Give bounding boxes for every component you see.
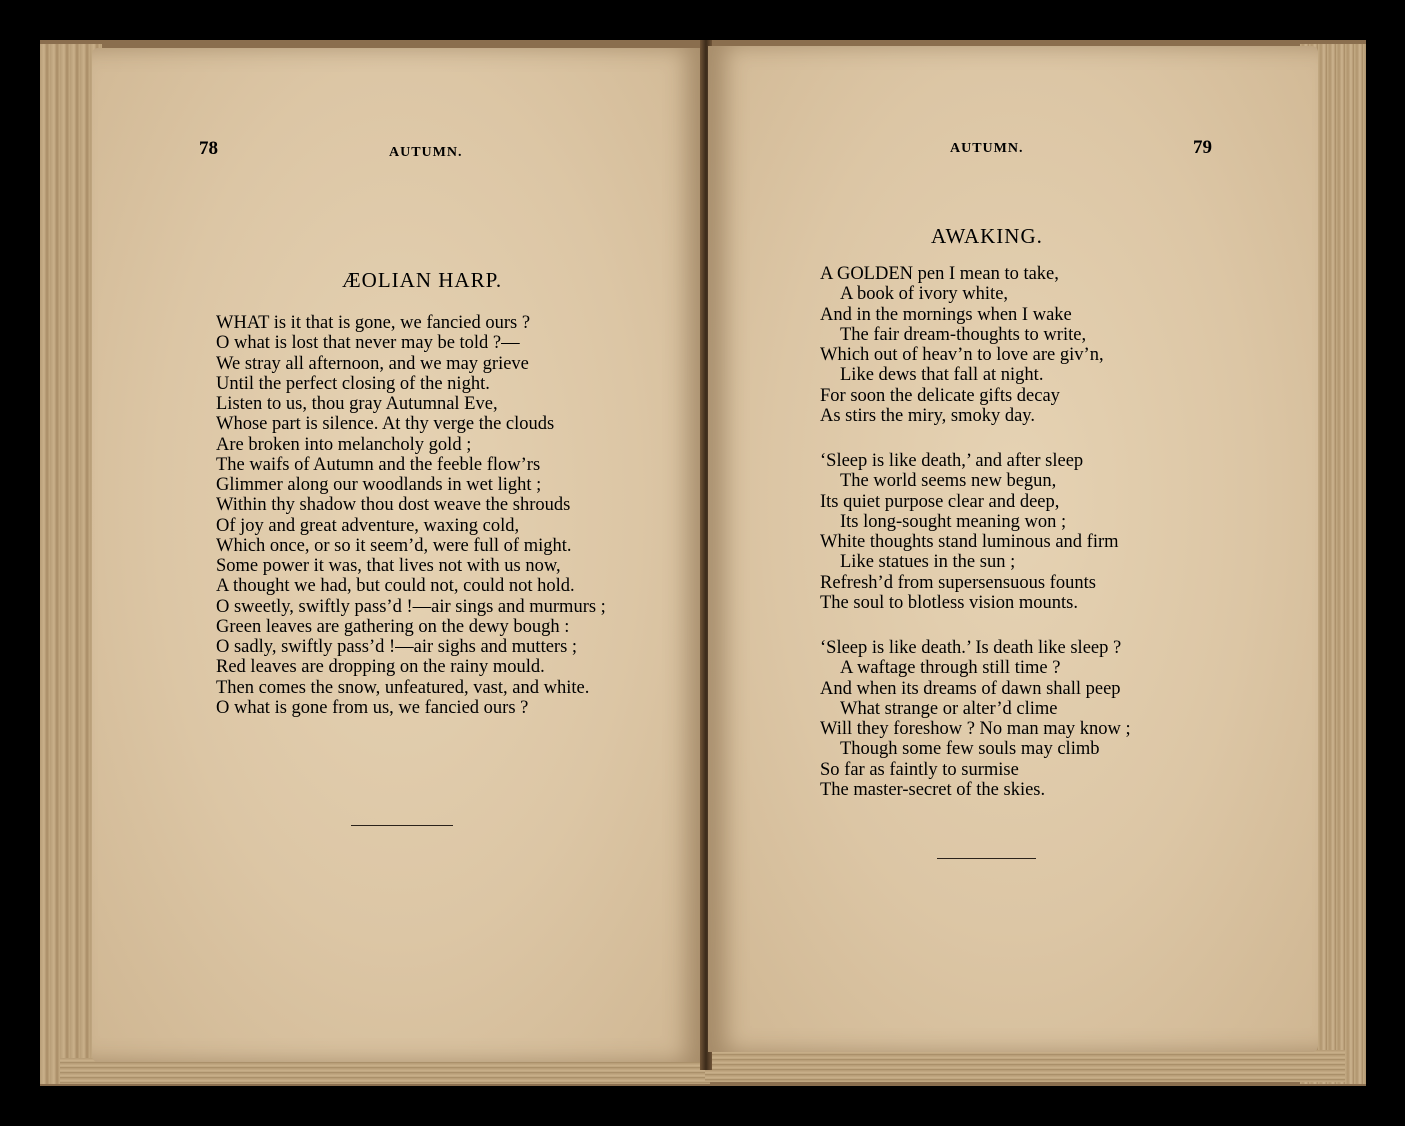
poem-line: Will they foreshow ? No man may know ; <box>820 719 1131 739</box>
poem-line: The master-secret of the skies. <box>820 779 1046 800</box>
stanza <box>820 451 1131 613</box>
stanza <box>820 638 1131 800</box>
right-running-head: AUTUMN. <box>950 141 1024 156</box>
poem-line: What strange or alter’d clime <box>840 698 1058 719</box>
stanza <box>820 264 1131 426</box>
poem-line: Red leaves are dropping on the rainy mould. <box>216 657 545 678</box>
stanza-break <box>820 613 1131 638</box>
poem-line: The waifs of Autumn and the feeble flow’rs <box>216 454 541 475</box>
poem-line: O sadly, swiftly pass’d !—air sighs and mutters ; <box>216 637 578 657</box>
left-page-number: 78 <box>199 138 218 159</box>
poem-line: The fair dream-thoughts to write, <box>840 324 1087 345</box>
poem-line: A GOLDEN pen I mean to take, <box>820 264 1059 284</box>
poem-line: Are broken into melancholy gold ; <box>216 434 472 455</box>
poem-line: O sweetly, swiftly pass’d !—air sings and murmurs ; <box>216 596 606 617</box>
poem-line: Like dews that fall at night. <box>840 365 1044 386</box>
poem-line: Though some few souls may climb <box>840 739 1100 760</box>
poem-line: A book of ivory white, <box>840 284 1009 305</box>
poem-line: Its quiet purpose clear and deep, <box>820 491 1060 512</box>
poem-line: Its long-sought meaning won ; <box>840 511 1067 532</box>
poem-line: Which out of heav’n to love are giv’n, <box>820 345 1104 365</box>
right-poem-body <box>820 264 1131 800</box>
poem-line: The world seems new begun, <box>840 471 1057 492</box>
poem-line: O what is lost that never may be told ?— <box>216 333 520 354</box>
left-poem-body <box>216 313 606 718</box>
poem-line: The soul to blotless vision mounts. <box>820 592 1078 613</box>
page-edges-bottom-right <box>705 1050 1345 1082</box>
poem-line: For soon the delicate gifts decay <box>820 385 1060 406</box>
poem-line: Within thy shadow thou dost weave the shrouds <box>216 495 571 516</box>
poem-line: As stirs the miry, smoky day. <box>820 405 1035 426</box>
poem-line: WHAT is it that is gone, we fancied ours ? <box>216 313 531 333</box>
poem-line: And when its dreams of dawn shall peep <box>820 678 1121 699</box>
poem-line: Glimmer along our woodlands in wet light ; <box>216 475 542 495</box>
poem-line: Some power it was, that lives not with us now, <box>216 556 561 576</box>
poem-line: Like statues in the sun ; <box>840 552 1016 573</box>
poem-line: Until the perfect closing of the night. <box>216 373 490 394</box>
right-poem-title: AWAKING. <box>931 224 1043 248</box>
poem-line: White thoughts stand luminous and firm <box>820 532 1119 552</box>
poem-line: ‘Sleep is like death,’ and after sleep <box>820 451 1084 471</box>
right-page-number: 79 <box>1193 137 1212 158</box>
poem-line: A thought we had, but could not, could not hold. <box>216 576 575 597</box>
poem-line: A waftage through still time ? <box>840 658 1061 679</box>
poem-line: And in the mornings when I wake <box>820 304 1072 325</box>
left-running-head: AUTUMN. <box>389 145 463 160</box>
stanza-break <box>820 426 1131 451</box>
poem-line: Green leaves are gathering on the dewy bough : <box>216 616 570 637</box>
poem-line: Refresh’d from supersensuous founts <box>820 572 1096 593</box>
poem-line: ‘Sleep is like death.’ Is death like sleep ? <box>820 638 1122 658</box>
poem-line: Then comes the snow, unfeatured, vast, and white. <box>216 677 590 698</box>
poem-line: Of joy and great adventure, waxing cold, <box>216 515 520 536</box>
poem-line: We stray all afternoon, and we may grieve <box>216 353 529 374</box>
poem-line: Whose part is silence. At thy verge the clouds <box>216 414 555 435</box>
poem-line: Which once, or so it seem’d, were full of might. <box>216 535 572 556</box>
right-end-rule <box>937 858 1036 859</box>
poem-line: O what is gone from us, we fancied ours ? <box>216 697 529 718</box>
left-poem-title: ÆOLIAN HARP. <box>342 268 503 292</box>
poem-line: Listen to us, thou gray Autumnal Eve, <box>216 394 498 414</box>
left-end-rule <box>351 825 453 826</box>
poem-line: So far as faintly to surmise <box>820 759 1019 780</box>
